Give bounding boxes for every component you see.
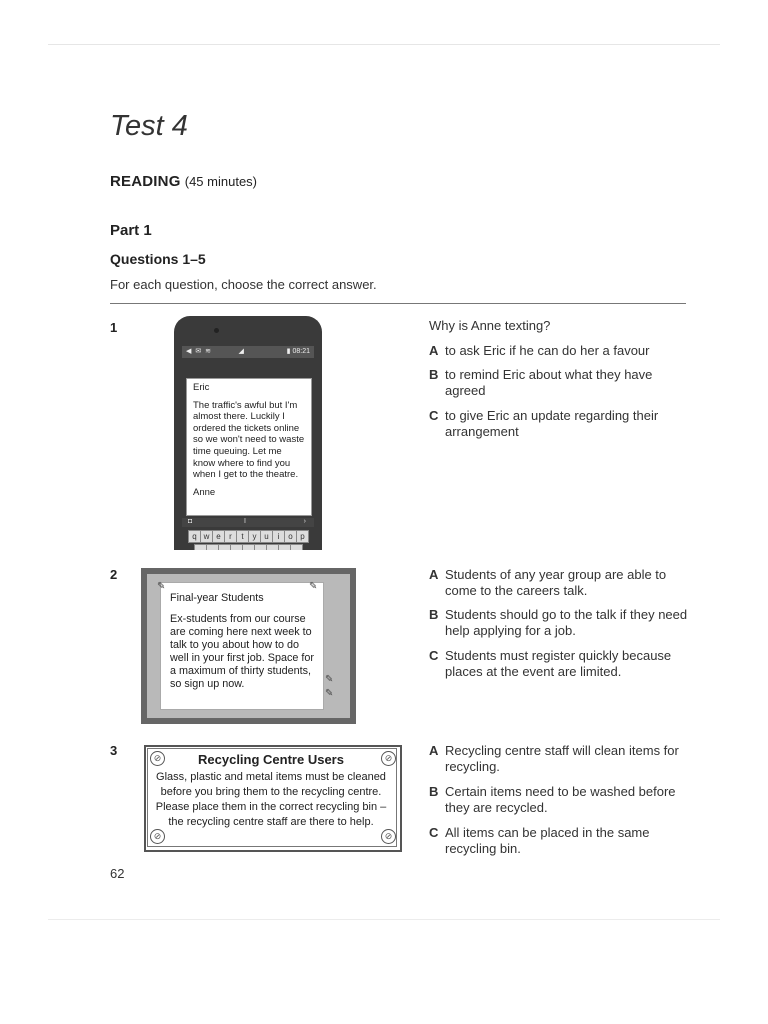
notice-body: Ex-students from our course are coming here next week to talk to you about how to do well in your first job. Space for a maximum of thirty students, so sign up now. — [170, 613, 315, 690]
sign-body: Glass, plastic and metal items must be cleaned before you bring them to the recycling centre. Please place them in the correct recycling bin – the recycling centre staff are there to help. — [155, 771, 387, 828]
key: p — [296, 530, 309, 543]
pins-cluster-icon: ✎ — [325, 674, 334, 685]
pins-cluster-icon: ✎ — [325, 688, 334, 699]
notice-heading: Final-year Students — [170, 592, 264, 604]
key-partial — [290, 544, 303, 550]
key: y — [248, 530, 261, 543]
key: e — [212, 530, 225, 543]
option-letter: B — [429, 784, 439, 799]
option-text: Certain items need to be washed before they are recycled. — [445, 784, 676, 815]
option-letter: A — [429, 343, 439, 358]
message-screen — [186, 378, 312, 516]
key: i — [272, 530, 285, 543]
q2-option-a[interactable] — [429, 567, 689, 599]
screw-icon: ⊘ — [150, 829, 165, 844]
message-body: The traffic's awful but I'm almost there. Luckily I ordered the tickets online so we won't need to waste time queuing. Let me know where to find you when I get to the theatre. — [193, 399, 305, 481]
key: r — [224, 530, 237, 543]
question-1-stem: Why is Anne texting? — [429, 318, 551, 333]
camera-icon — [214, 328, 219, 333]
option-letter: A — [429, 567, 439, 582]
section-name: READING — [110, 173, 181, 190]
bottom-rule — [48, 919, 720, 920]
pin-icon: ✎ — [309, 581, 318, 592]
option-letter: C — [429, 408, 439, 423]
section-heading — [110, 173, 257, 190]
option-letter: C — [429, 648, 439, 663]
message-recipient: Eric — [193, 382, 210, 393]
q1-option-b[interactable] — [429, 367, 679, 399]
keyboard-toolbar — [182, 518, 314, 527]
screw-icon: ⊘ — [381, 829, 396, 844]
time-value: 08:21 — [292, 348, 310, 355]
key: u — [260, 530, 273, 543]
phone-keyboard — [188, 530, 310, 550]
key: o — [284, 530, 297, 543]
phone-time: ▮ 08:21 — [286, 348, 310, 355]
option-text: All items can be placed in the same recycling bin. — [445, 825, 650, 856]
q1-option-c[interactable] — [429, 408, 689, 440]
part-heading: Part 1 — [110, 222, 152, 239]
page-number: 62 — [110, 866, 125, 881]
message-sender: Anne — [193, 486, 216, 498]
text-message — [187, 379, 311, 501]
key: q — [188, 530, 201, 543]
option-letter: C — [429, 825, 439, 840]
question-number-1: 1 — [110, 320, 118, 335]
q2-option-b[interactable] — [429, 607, 689, 639]
test-title: Test 4 — [110, 110, 188, 142]
section-duration: (45 minutes) — [184, 174, 257, 189]
option-letter: B — [429, 367, 439, 382]
pin-icon: ✎ — [157, 581, 166, 592]
section-rule — [110, 303, 686, 304]
arrow-right-icon: › — [303, 518, 306, 525]
option-text: Students should go to the talk if they need help applying for a job. — [445, 607, 688, 638]
q1-option-a[interactable] — [429, 343, 689, 359]
option-letter: A — [429, 743, 439, 758]
cursor-icon: I — [244, 518, 246, 525]
option-text: to ask Eric if he can do her a favour — [445, 343, 650, 358]
q2-option-c[interactable] — [429, 648, 689, 680]
phone-status-bar — [182, 346, 314, 358]
screw-icon: ⊘ — [381, 751, 396, 766]
phone-illustration — [174, 316, 322, 550]
option-text: Students of any year group are able to come to the careers talk. — [445, 567, 667, 598]
questions-heading: Questions 1–5 — [110, 251, 206, 267]
instruction-text: For each question, choose the correct answer. — [110, 277, 377, 292]
key: t — [236, 530, 249, 543]
top-rule — [48, 44, 720, 45]
screw-icon: ⊘ — [150, 751, 165, 766]
q3-option-a[interactable] — [429, 743, 689, 775]
option-text: Students must register quickly because places at the event are limited. — [445, 648, 672, 679]
status-icons: ◀ ✉ ≋ ◢ — [186, 348, 245, 355]
option-text: to give Eric an update regarding their arrangement — [445, 408, 659, 439]
option-text: to remind Eric about what they have agreed — [445, 367, 653, 398]
question-number-2: 2 — [110, 567, 118, 582]
option-text: Recycling centre staff will clean items for recycling. — [445, 743, 679, 774]
option-letter: B — [429, 607, 439, 622]
sign-title: Recycling Centre Users — [198, 752, 344, 767]
notice-paper — [157, 581, 324, 710]
question-number-3: 3 — [110, 743, 118, 758]
key: w — [200, 530, 213, 543]
q3-option-c[interactable] — [429, 825, 679, 857]
q3-option-b[interactable] — [429, 784, 689, 816]
camera-toolbar-icon: ◘ — [188, 518, 193, 525]
